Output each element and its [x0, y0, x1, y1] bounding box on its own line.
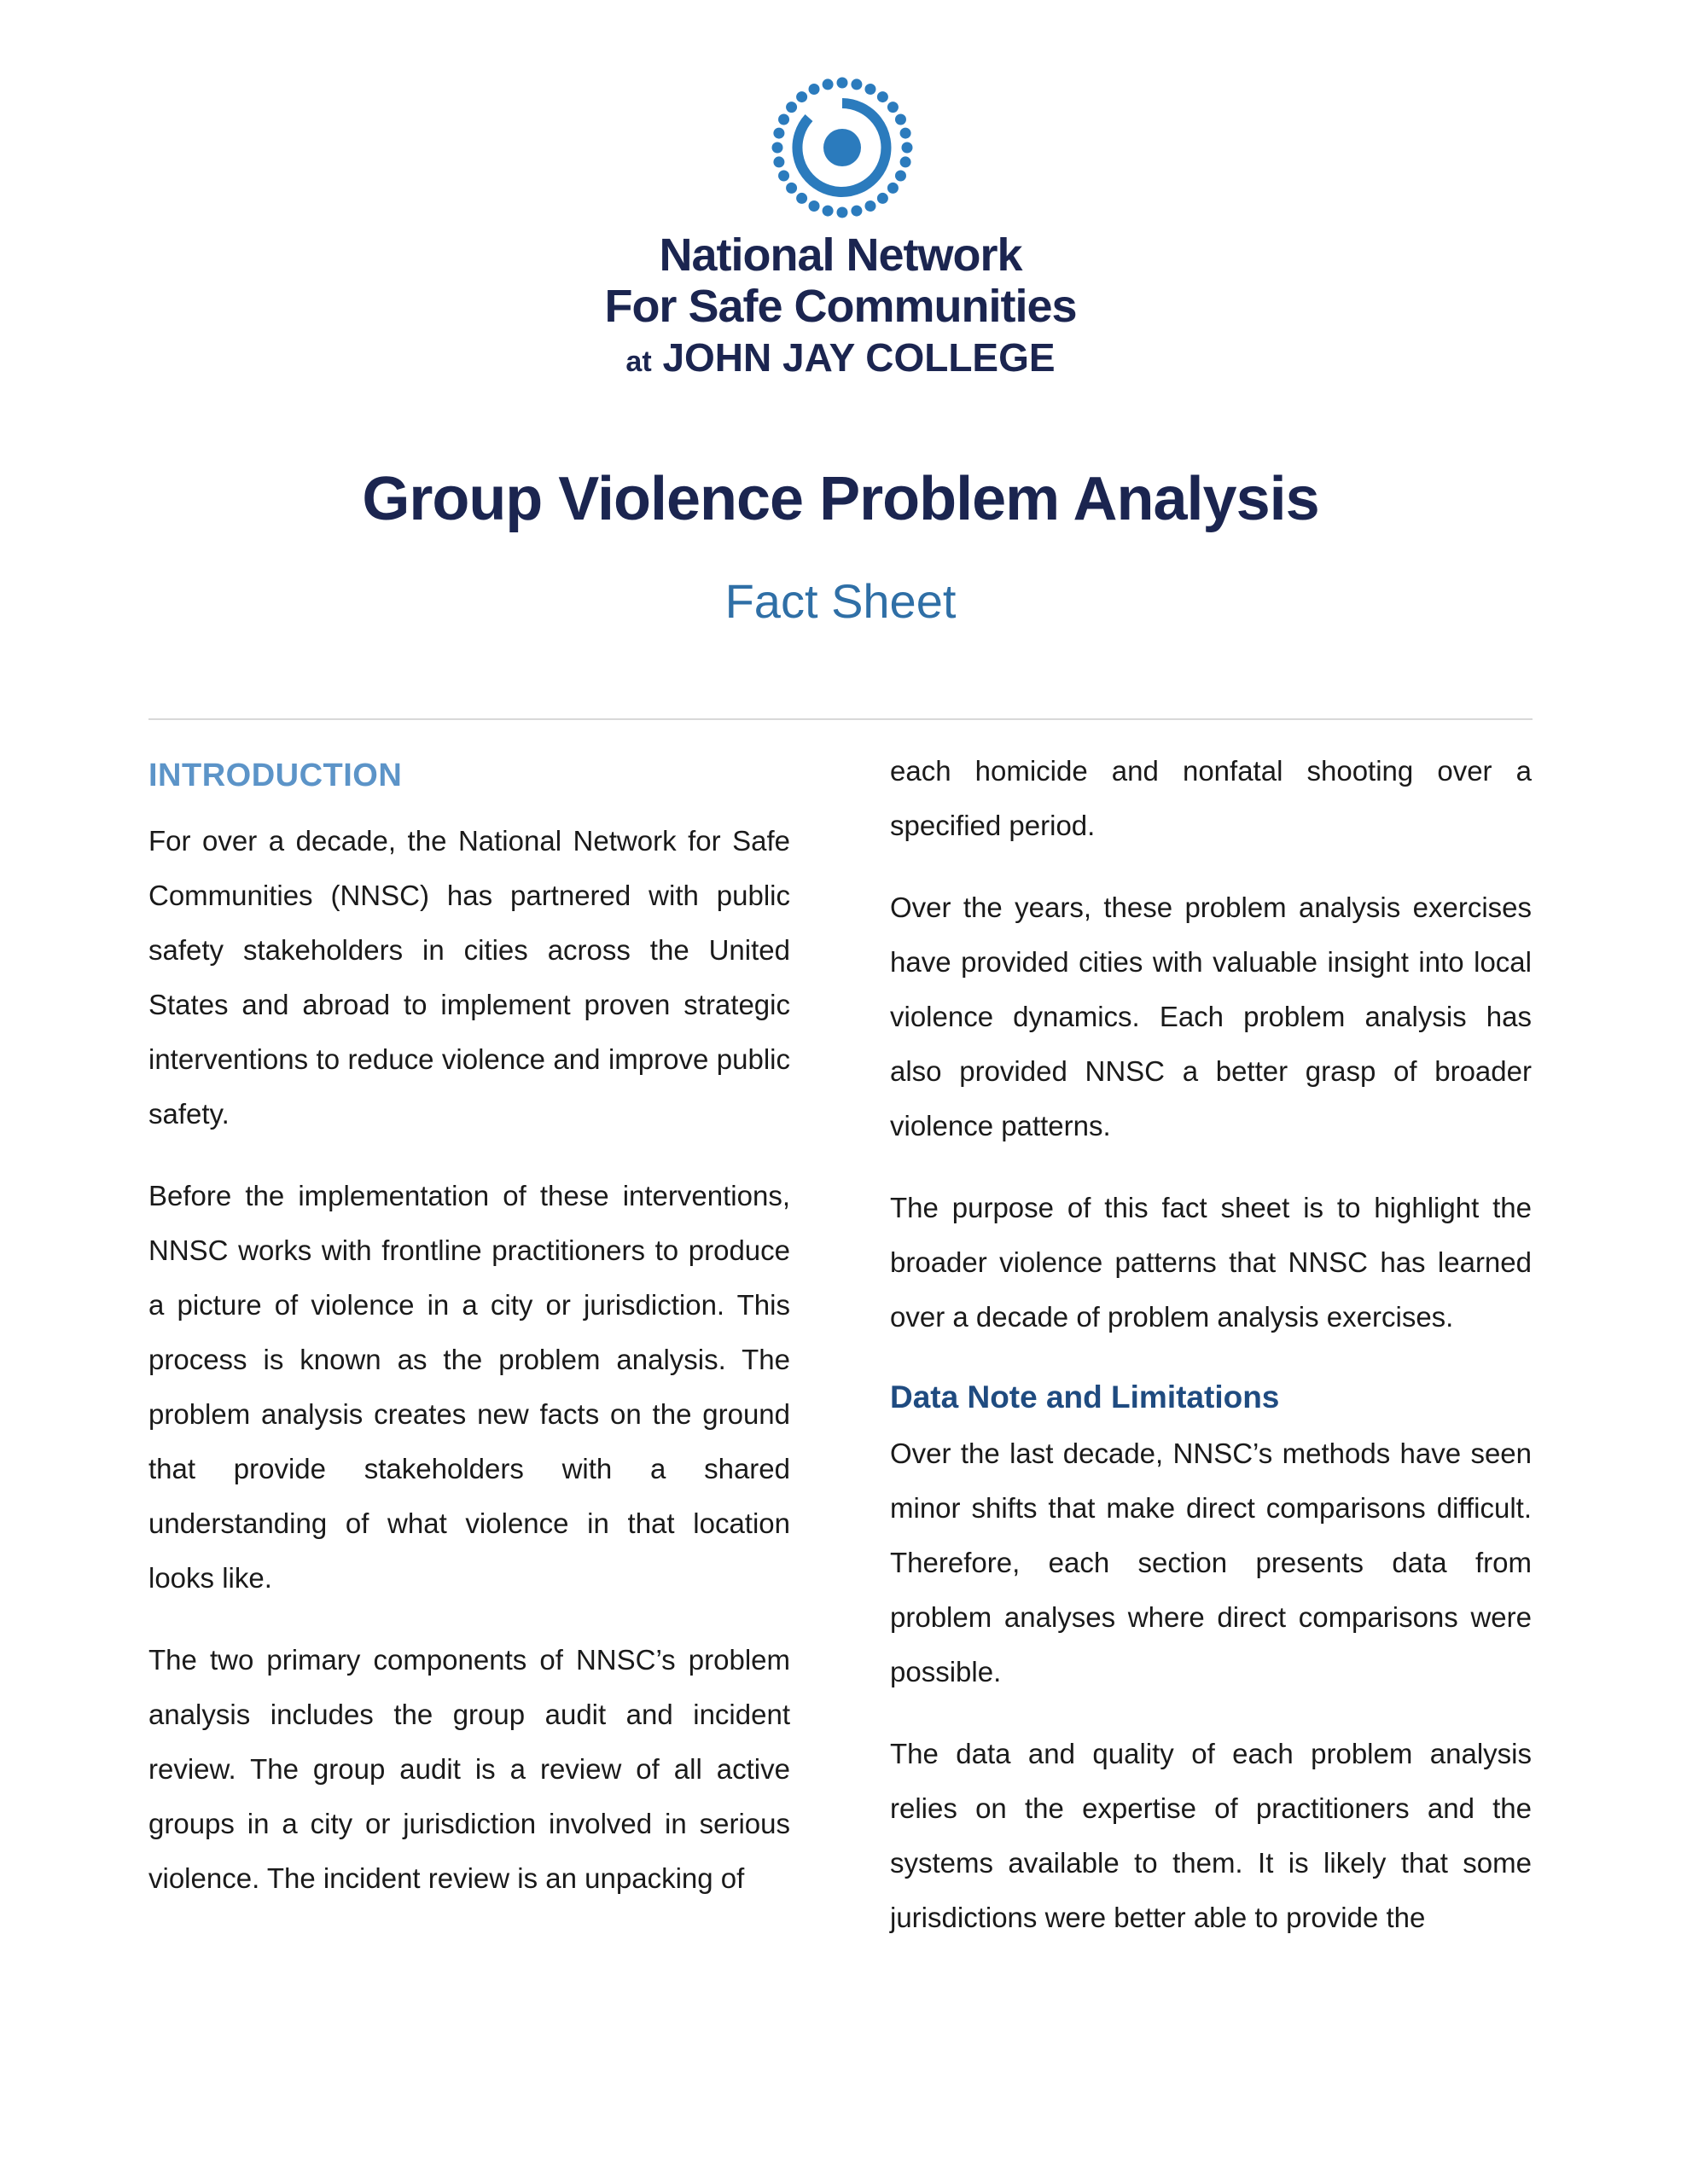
header-divider [148, 718, 1533, 720]
logo-dot [809, 200, 820, 212]
right-paragraph-2: Over the years, these problem analysis exercises have provided cities with valuable insight into local violence dynamics. Each problem analysis has also provided NNSC a better grasp of broader violence patterns. [890, 892, 1532, 1141]
org-name-college: JOHN JAY COLLEGE [662, 335, 1056, 380]
data-note-paragraph-1: Over the last decade, NNSC’s methods have seen minor shifts that make direct comparisons difficult. Therefore, each section presents data from problem analyses where direct comparisons were possible. [890, 1438, 1532, 1687]
logo-dot [786, 102, 797, 113]
logo-dot [895, 170, 906, 181]
intro-paragraph-2: Before the implementation of these interventions, NNSC works with frontline practitioners to produce a picture of violence in a city or jurisdiction. This process is known as the problem analysis. The problem analysis creates new facts on the ground that provide stakeholders with a shared understanding of what violence in that location looks like. [148, 1180, 790, 1594]
logo-dot [900, 156, 911, 167]
logo-dot [837, 78, 848, 89]
logo-dot [773, 128, 784, 139]
logo-dot [887, 183, 899, 194]
logo-dot [837, 207, 848, 218]
org-name-line-2: For Safe Communities [604, 281, 1077, 332]
logo-dot [773, 156, 784, 167]
logo-dot [877, 91, 888, 102]
org-name-line-3 [0, 334, 1681, 385]
right-paragraph-3: The purpose of this fact sheet is to highlight the broader violence patterns that NNSC has learned over a decade of problem analysis exercises. [890, 1192, 1532, 1333]
data-note-heading: Data Note and Limitations [890, 1380, 1280, 1414]
document-title: Group Violence Problem Analysis [362, 465, 1319, 533]
intro-paragraph-1: For over a decade, the National Network for Safe Communities (NNSC) has partnered with public safety stakeholders in cities across the United States and abroad to implement proven strategic interventions to reduce violence and improve public safety. [148, 825, 790, 1130]
org-name-line-1: National Network [659, 229, 1022, 281]
logo-dot [809, 84, 820, 95]
logo-dot [778, 170, 789, 181]
logo-dot [778, 114, 789, 125]
right-column [890, 744, 1532, 1972]
logo-dot [895, 114, 906, 125]
logo-dot [877, 193, 888, 204]
logo-dot [772, 142, 783, 154]
logo-dot [851, 206, 862, 217]
data-note-paragraph-2: The data and quality of each problem analysis relies on the expertise of practitioners and the systems available to them. It is likely that some jurisdictions were better able to provide the [890, 1738, 1532, 1933]
org-name-at: at [625, 346, 652, 378]
logo-dot [796, 193, 807, 204]
logo-dot [796, 91, 807, 102]
logo-dot [864, 84, 875, 95]
left-column [148, 747, 790, 1933]
logo-dot [823, 78, 834, 90]
right-paragraph-1: each homicide and nonfatal shooting over a specified period. [890, 755, 1532, 841]
logo-dot [823, 206, 834, 217]
logo-dot [902, 142, 913, 154]
logo-dot [887, 102, 899, 113]
logo-dot [864, 200, 875, 212]
intro-paragraph-3: The two primary components of NNSC’s problem analysis includes the group audit and incident review. The group audit is a review of all active groups in a city or jurisdiction involved in serious violence. The incident review is an unpacking of [148, 1644, 790, 1894]
document-subtitle: Fact Sheet [724, 574, 957, 628]
logo-dot [786, 183, 797, 194]
introduction-heading: INTRODUCTION [148, 758, 403, 793]
logo-dot [851, 78, 862, 90]
concentric-dot-ring-logo-icon [770, 75, 915, 220]
logo-dot [900, 128, 911, 139]
